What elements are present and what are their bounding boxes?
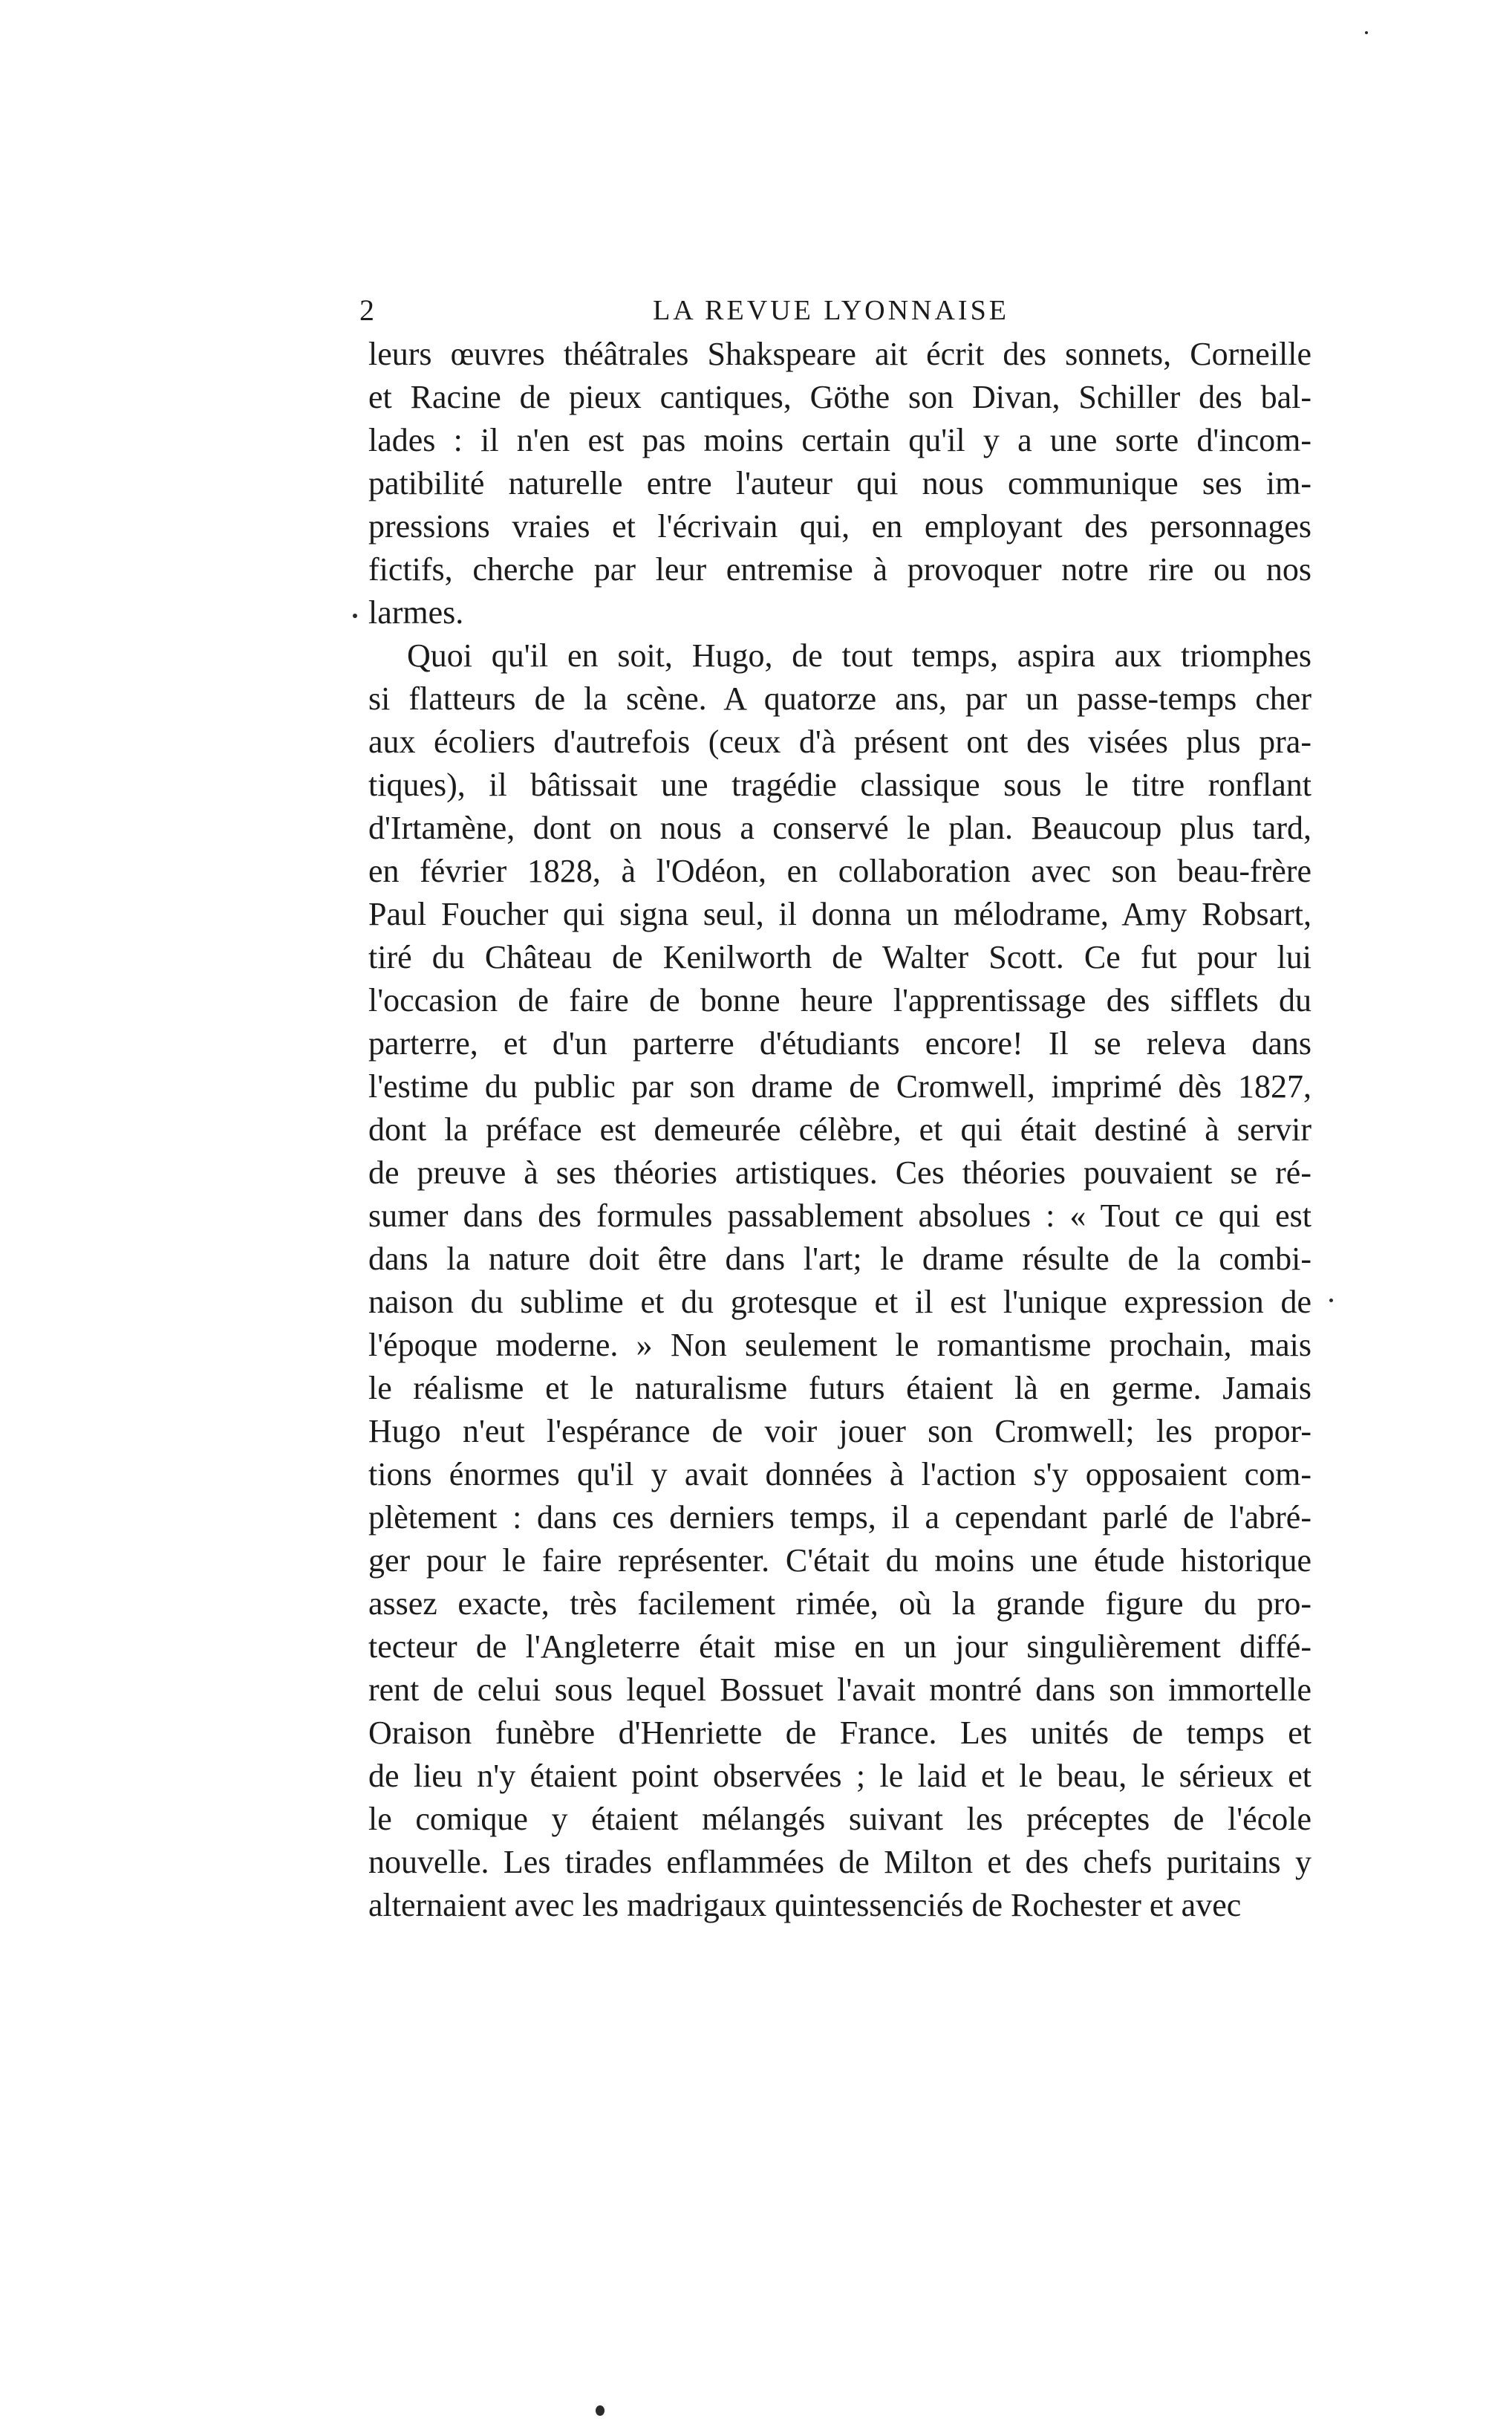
text-line: de preuve à ses théories artistiques. Ces théories pouvaient se ré- (368, 1154, 1311, 1191)
text-line: si flatteurs de la scène. A quatorze ans, par un passe-temps cher (368, 680, 1311, 717)
text-line: ger pour le faire représenter. C'était du moins une étude historique (368, 1542, 1311, 1579)
ink-speck (1329, 1299, 1333, 1302)
ink-speck (596, 2405, 605, 2416)
text-line: patibilité naturelle entre l'auteur qui nous communique ses im- (368, 465, 1311, 501)
text-line: tiques), il bâtissait une tragédie classique sous le titre ronflant (368, 767, 1311, 803)
text-line: rent de celui sous lequel Bossuet l'avait montré dans son immortelle (368, 1671, 1311, 1708)
text-line: lades : il n'en est pas moins certain qu'il y a une sorte d'incom- (368, 422, 1311, 458)
text-line: nouvelle. Les tirades enflammées de Milton et des chefs puritains y (368, 1844, 1311, 1880)
text-line: tions énormes qu'il y avait données à l'action s'y opposaient com- (368, 1456, 1311, 1492)
text-line: Hugo n'eut l'espérance de voir jouer son Cromwell; les propor- (368, 1413, 1311, 1449)
text-line: tiré du Château de Kenilworth de Walter Scott. Ce fut pour lui (368, 939, 1311, 975)
text-line: assez exacte, très facilement rimée, où la grande figure du pro- (368, 1585, 1311, 1622)
text-line: fictifs, cherche par leur entremise à provoquer notre rire ou nos (368, 551, 1311, 588)
journal-title: LA REVUE LYONNAISE (653, 295, 1009, 326)
text-line: pressions vraies et l'écrivain qui, en employant des personnages (368, 508, 1311, 545)
text-line: tecteur de l'Angleterre était mise en un jour singulièrement diffé- (368, 1628, 1311, 1665)
text-line: l'occasion de faire de bonne heure l'apprentissage des sifflets du (368, 982, 1311, 1018)
text-line: leurs œuvres théâtrales Shakspeare ait écrit des sonnets, Corneille (368, 336, 1311, 372)
text-line: de lieu n'y étaient point observées ; le laid et le beau, le sérieux et (368, 1758, 1311, 1794)
text-line: dont la préface est demeurée célèbre, et qui était destiné à servir (368, 1111, 1311, 1148)
text-line: en février 1828, à l'Odéon, en collaboration avec son beau-frère (368, 853, 1311, 889)
running-head (359, 290, 1303, 331)
text-line: plètement : dans ces derniers temps, il a cependant parlé de l'abré- (368, 1499, 1311, 1536)
text-line: Oraison funèbre d'Henriette de France. Les unités de temps et (368, 1715, 1311, 1751)
page-number: 2 (359, 293, 374, 327)
ink-speck (1365, 31, 1368, 34)
text-line: aux écoliers d'autrefois (ceux d'à présent ont des visées plus pra- (368, 724, 1311, 760)
text-line: dans la nature doit être dans l'art; le drame résulte de la combi- (368, 1241, 1311, 1277)
text-line: l'estime du public par son drame de Cromwell, imprimé dès 1827, (368, 1068, 1311, 1105)
body-text (368, 333, 1311, 1927)
text-line: d'Irtamène, dont on nous a conservé le plan. Beaucoup plus tard, (368, 810, 1311, 846)
text-line: Quoi qu'il en soit, Hugo, de tout temps, aspira aux triomphes (407, 637, 1311, 674)
ink-speck (353, 614, 357, 618)
text-line: Paul Foucher qui signa seul, il donna un mélodrame, Amy Robsart, (368, 896, 1311, 932)
text-line: l'époque moderne. » Non seulement le romantisme prochain, mais (368, 1327, 1311, 1363)
text-line: naison du sublime et du grotesque et il est l'unique expression de (368, 1284, 1311, 1320)
text-line: et Racine de pieux cantiques, Göthe son Divan, Schiller des bal- (368, 379, 1311, 415)
text-line: parterre, et d'un parterre d'étudiants encore! Il se releva dans (368, 1025, 1311, 1062)
text-line: le comique y étaient mélangés suivant les préceptes de l'école (368, 1801, 1311, 1837)
text-line: sumer dans des formules passablement absolues : « Tout ce qui est (368, 1197, 1311, 1234)
text-line: larmes. (368, 594, 464, 631)
text-line: alternaient avec les madrigaux quintessenciés de Rochester et avec (368, 1887, 1242, 1923)
text-line: le réalisme et le naturalisme futurs étaient là en germe. Jamais (368, 1370, 1311, 1406)
